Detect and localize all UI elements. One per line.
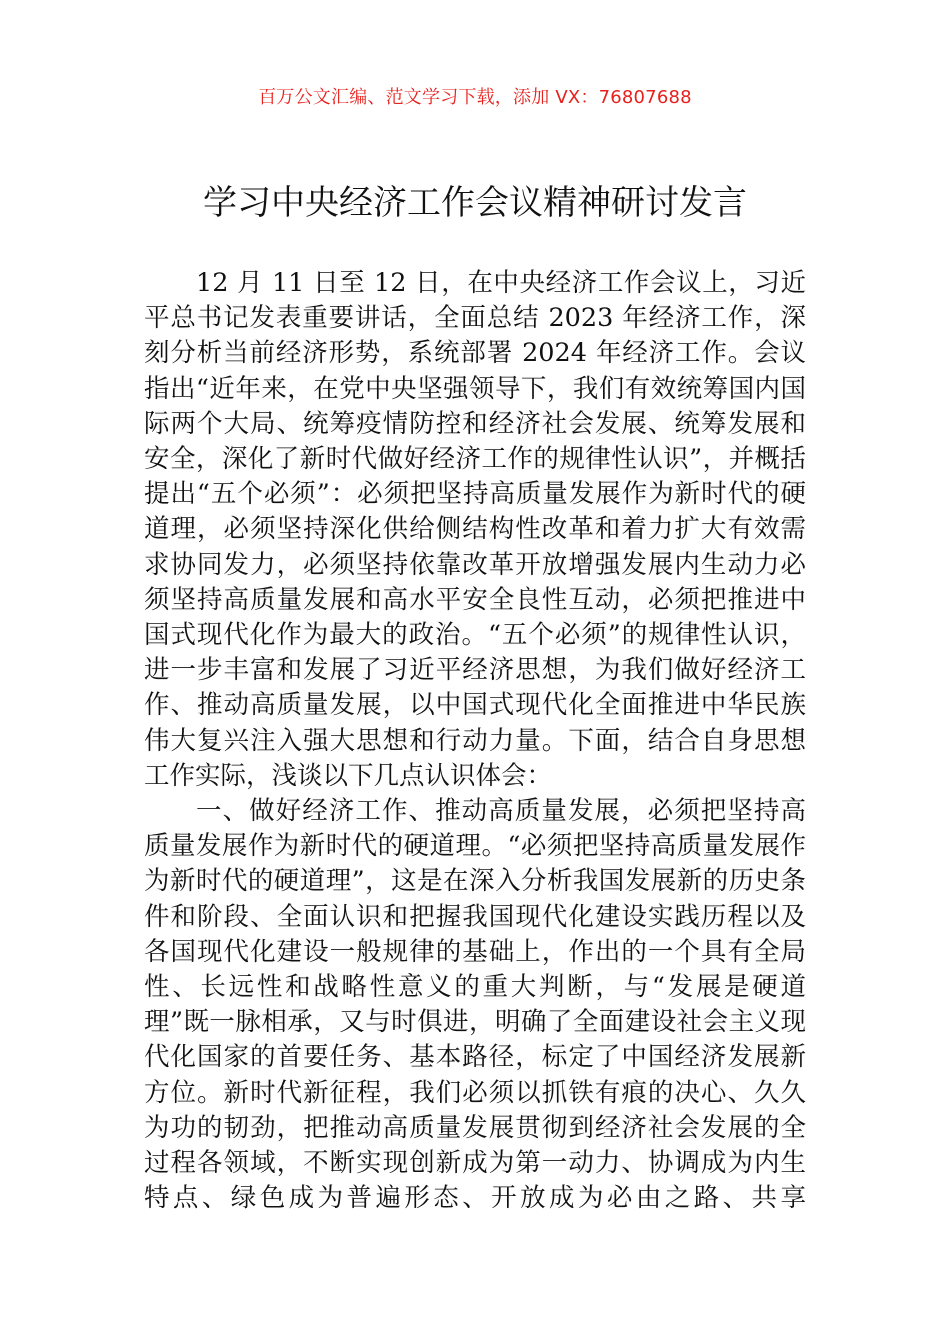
document-title: 学习中央经济工作会议精神研讨发言 — [203, 183, 747, 223]
paragraph-intro: 12 月 11 日至 12 日，在中央经济工作会议上，习近平总书记发表重要讲话，全面总结 2023 年经济工作，深刻分析当前经济形势，系统部署 2024 年经济工作。会议指出“近年来，在党中央坚强领导下，我们有效统筹国内国际两个大局、统筹疫情防控和经济社会发展、统筹发展和安全，深化了新时代做好经济工作的规律性认识”，并概括提出“五个必须”：必须把坚持高质量发展作为新时代的硬道理，必须坚持深化供给侧结构性改革和着力扩大有效需求协同发力，必须坚持依靠改革开放增强发展内生动力必须坚持高质量发展和高水平安全良性互动，必须把推进中国式现代化作为最大的政治。“五个必须”的规律性认识，进一步丰富和发展了习近平经济思想，为我们做好经济工作、推动高质量发展，以中国式现代化全面推进中华民族伟大复兴注入强大思想和行动力量。下面，结合自身思想工作实际，浅谈以下几点认识体会： — [144, 268, 806, 791]
document-body — [144, 266, 806, 1216]
paragraph-point-one: 一、做好经济工作、推动高质量发展，必须把坚持高质量发展作为新时代的硬道理。“必须把坚持高质量发展作为新时代的硬道理”，这是在深入分析我国发展新的历史条件和阶段、全面认识和把握我国现代化建设实践历程以及各国现代化建设一般规律的基础上，作出的一个具有全局性、长远性和战略性意义的重大判断，与“发展是硬道理”既一脉相承，又与时俱进，明确了全面建设社会主义现代化国家的首要任务、基本路径，标定了中国经济发展新方位。新时代新征程，我们必须以抓铁有痕的决心、久久为功的韧劲，把推动高质量发展贯彻到经济社会发展的全过程各领域，不断实现创新成为第一动力、协调成为内生特点、绿色成为普遍形态、开放成为必由之路、共享 — [144, 796, 806, 1214]
download-notice: 百万公文汇编、范文学习下载，添加 VX：76807688 — [258, 87, 692, 108]
